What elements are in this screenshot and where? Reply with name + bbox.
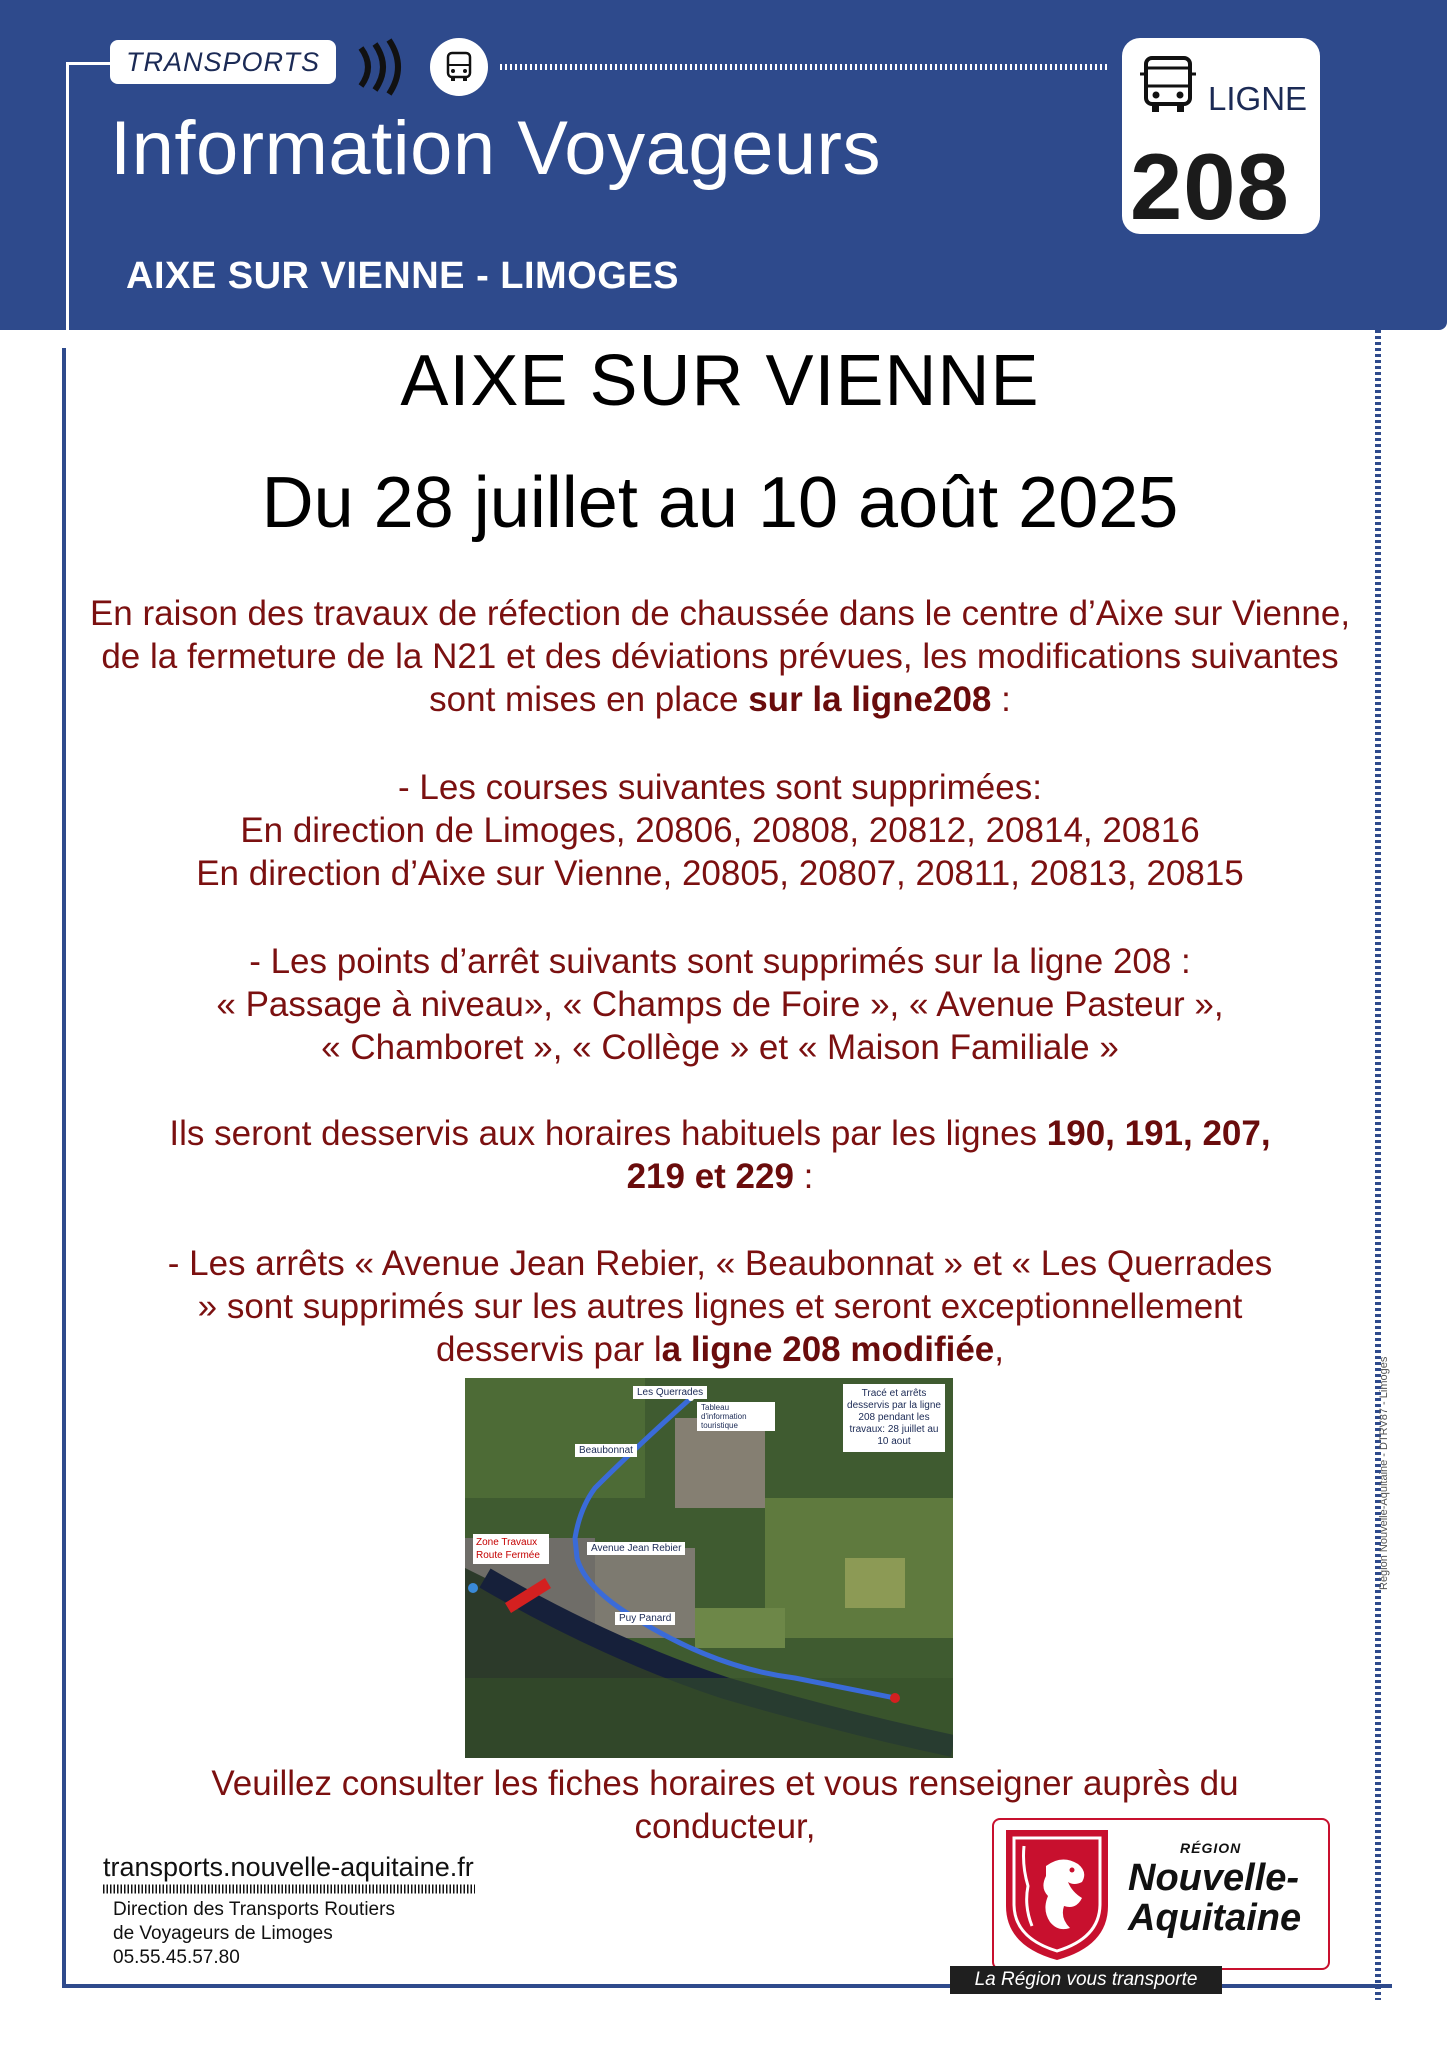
transports-tag: TRANSPORTS [110, 40, 336, 84]
agency-contact [113, 1898, 395, 1970]
modified-service-bold: a ligne 208 modifiée [661, 1330, 995, 1369]
region-name-line-2: Aquitaine [1128, 1897, 1302, 1939]
side-credit-text: Région Nouvelle-Aquitaine - DTRV87 - Limoges [1378, 1356, 1390, 1590]
website-link[interactable]: transports.nouvelle-aquitaine.fr [103, 1852, 474, 1882]
agency-name-2: de Voyageurs de Limoges [113, 1923, 333, 1944]
agency-phone: 05.55.45.57.80 [113, 1947, 240, 1968]
map-label-zone-travaux: Zone Travaux Route Fermée [473, 1534, 549, 1564]
signal-wave-icon [355, 38, 415, 96]
map-label-querrades: Les Querrades [633, 1386, 707, 1399]
removed-stops [80, 940, 1360, 1069]
intro-end: : [991, 680, 1011, 719]
region-label: RÉGION [1180, 1840, 1242, 1856]
agency-name-1: Direction des Transports Routiers [113, 1899, 395, 1920]
line-label: LIGNE [1208, 80, 1308, 117]
region-slogan: La Région vous transporte [950, 1966, 1222, 1994]
detour-map [465, 1378, 953, 1758]
notice-intro [80, 592, 1360, 721]
decorative-hatch-line [103, 1884, 475, 1894]
alternative-lines-numbers-2: 219 et 229 [626, 1157, 794, 1196]
cancelled-trips-aixe: En direction d’Aixe sur Vienne, 20805, 20807, 20811, 20813, 20815 [196, 854, 1244, 893]
map-info-box: Tracé et arrêts desservis par la ligne 208 pendant les travaux: 28 juillet au 10 aout [843, 1384, 945, 1452]
alternative-lines-end: : [793, 1157, 814, 1196]
line-number: 208 [1130, 134, 1290, 239]
map-label-rebier: Avenue Jean Rebier [587, 1542, 685, 1555]
modified-service [160, 1242, 1280, 1371]
region-name [1128, 1858, 1301, 1938]
header-frame-bracket [66, 62, 113, 335]
map-label-beaubonnat: Beaubonnat [575, 1444, 637, 1457]
removed-stops-list-1: « Passage à niveau», « Champs de Foire », « Avenue Pasteur », [216, 985, 1224, 1024]
region-name-line-1: Nouvelle- [1128, 1857, 1300, 1899]
header-banner [0, 0, 1447, 330]
alternative-lines [80, 1112, 1360, 1198]
page-title: Information Voyageurs [110, 106, 881, 191]
removed-stops-list-2: « Chamboret », « Collège » et « Maison Familiale » [321, 1028, 1119, 1067]
map-label-panard: Puy Panard [615, 1612, 675, 1625]
bus-icon [430, 38, 488, 96]
notice-place: AIXE SUR VIENNE [400, 341, 1040, 421]
decorative-dashed-border [1373, 60, 1383, 2000]
closing-message: Veuillez consulter les fiches horaires et vous renseigner auprès du conducteur, [211, 1764, 1239, 1846]
notice-dates: Du 28 juillet au 10 août 2025 [261, 463, 1179, 543]
region-logo [992, 1818, 1330, 1970]
modified-service-text: - Les arrêts « Avenue Jean Rebier, « Beaubonnat » et « Les Querrades » sont supprimés sur les autres lignes et seront exceptionnellement desservis par l [167, 1244, 1273, 1369]
lion-shield-icon [1002, 1826, 1112, 1964]
bus-front-icon [1140, 54, 1196, 116]
alternative-lines-numbers-1: 190, 191, 207, [1046, 1114, 1271, 1153]
removed-stops-title: - Les points d’arrêt suivants sont supprimés sur la ligne 208 : [249, 942, 1191, 981]
intro-bold: sur la ligne208 [748, 680, 992, 719]
cancelled-trips-title: - Les courses suivantes sont supprimées: [398, 768, 1042, 807]
alternative-lines-text: Ils seront desservis aux horaires habituels par les lignes [169, 1114, 1038, 1153]
cancelled-trips [80, 766, 1360, 895]
line-number-box [1122, 38, 1320, 239]
intro-text: En raison des travaux de réfection de chaussée dans le centre d’Aixe sur Vienne, de la fermeture de la N21 et des déviations prévues, les modifications suivantes sont mises en place [89, 594, 1351, 719]
left-frame-border [62, 348, 66, 1988]
route-name: AIXE SUR VIENNE - LIMOGES [126, 255, 680, 297]
modified-service-end: , [994, 1330, 1004, 1369]
decorative-dotted-line [500, 62, 1110, 72]
cancelled-trips-limoges: En direction de Limoges, 20806, 20808, 20812, 20814, 20816 [240, 811, 1200, 850]
map-label-tableau: Tableau d'information touristique [697, 1402, 775, 1431]
